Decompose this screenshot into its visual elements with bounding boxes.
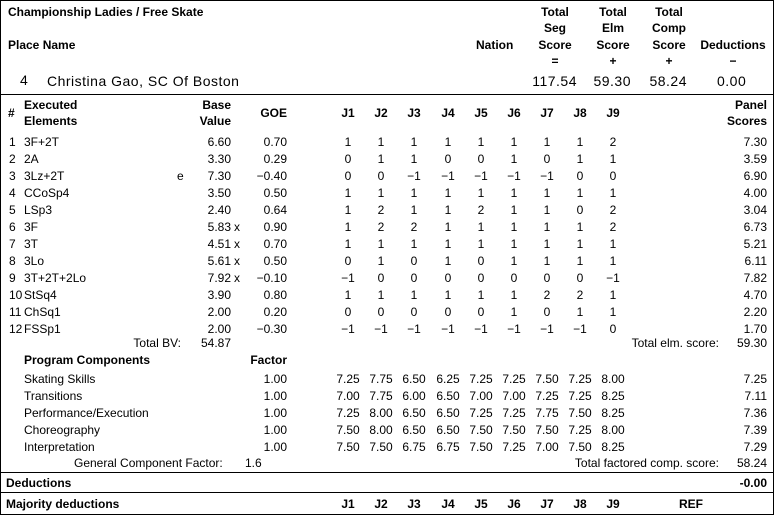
component-j5: 7.25 bbox=[469, 406, 493, 420]
element-base: 7.30 bbox=[207, 169, 231, 183]
element-j1: 1 bbox=[344, 237, 352, 251]
component-j8: 7.25 bbox=[568, 389, 592, 403]
component-j5: 7.25 bbox=[469, 372, 493, 386]
col-comp-4: + bbox=[665, 54, 673, 68]
element-base: 2.00 bbox=[207, 305, 231, 319]
element-j3: 1 bbox=[410, 186, 418, 200]
component-j8: 7.25 bbox=[568, 423, 592, 437]
element-j5: 1 bbox=[477, 288, 485, 302]
component-j4: 6.50 bbox=[436, 423, 460, 437]
comp-score: 58.24 bbox=[649, 73, 687, 89]
element-j9: 0 bbox=[609, 322, 617, 336]
component-name: Performance/Execution bbox=[24, 406, 149, 420]
element-j9: 1 bbox=[609, 152, 617, 166]
element-goe: 0.70 bbox=[263, 135, 287, 149]
element-name: StSq4 bbox=[24, 288, 57, 302]
total-bv: 54.87 bbox=[200, 336, 231, 350]
element-j6: 1 bbox=[510, 254, 518, 268]
total-deductions: 0.00 bbox=[717, 73, 747, 89]
component-j2: 8.00 bbox=[369, 406, 393, 420]
element-panel-score: 6.90 bbox=[743, 169, 767, 183]
element-j5: 0 bbox=[477, 254, 485, 268]
element-j4: 1 bbox=[444, 220, 452, 234]
judge-header-8: J8 bbox=[573, 106, 587, 120]
col-executed: Executed bbox=[24, 98, 78, 112]
element-goe: 0.70 bbox=[263, 237, 287, 251]
element-j6: 1 bbox=[510, 220, 518, 234]
col-elm-3: Score bbox=[596, 38, 630, 52]
element-goe: 0.90 bbox=[263, 220, 287, 234]
element-num: 2 bbox=[9, 152, 16, 166]
col-comp-1: Total bbox=[655, 5, 683, 19]
component-factor: 1.00 bbox=[263, 389, 287, 403]
element-goe: −0.40 bbox=[256, 169, 287, 183]
element-panel-score: 2.20 bbox=[743, 305, 767, 319]
element-j7: 0 bbox=[543, 271, 551, 285]
col-comp-2: Comp bbox=[652, 21, 686, 35]
element-j7: 2 bbox=[543, 288, 551, 302]
col-comp-3: Score bbox=[652, 38, 686, 52]
element-base: 5.83 bbox=[207, 220, 231, 234]
element-j5: 0 bbox=[477, 152, 485, 166]
element-panel-score: 4.00 bbox=[743, 186, 767, 200]
component-j1: 7.00 bbox=[336, 389, 360, 403]
element-j3: −1 bbox=[407, 169, 421, 183]
element-goe: 0.50 bbox=[263, 186, 287, 200]
element-panel-score: 7.30 bbox=[743, 135, 767, 149]
element-j6: 1 bbox=[510, 135, 518, 149]
element-j8: −1 bbox=[573, 322, 587, 336]
component-j9: 8.25 bbox=[601, 406, 625, 420]
element-j1: 1 bbox=[344, 186, 352, 200]
judge-header-4: J4 bbox=[441, 106, 455, 120]
component-j3: 6.00 bbox=[402, 389, 426, 403]
element-j1: −1 bbox=[341, 271, 355, 285]
element-name: 3Lz+2T bbox=[24, 169, 65, 183]
element-j2: −1 bbox=[374, 322, 388, 336]
component-j7: 7.00 bbox=[535, 440, 559, 454]
component-j7: 7.50 bbox=[535, 423, 559, 437]
element-j9: 2 bbox=[609, 135, 617, 149]
component-j4: 6.50 bbox=[436, 389, 460, 403]
element-j3: 1 bbox=[410, 135, 418, 149]
element-name: 3F+2T bbox=[24, 135, 60, 149]
component-j9: 8.25 bbox=[601, 440, 625, 454]
elm-score: 59.30 bbox=[593, 73, 631, 89]
element-goe: 0.29 bbox=[263, 152, 287, 166]
element-j8: 1 bbox=[576, 152, 584, 166]
element-j4: 0 bbox=[444, 271, 452, 285]
element-base: 2.40 bbox=[207, 203, 231, 217]
total-comp-label: Total factored comp. score: bbox=[574, 456, 719, 470]
element-num: 6 bbox=[9, 220, 16, 234]
element-j8: 0 bbox=[576, 203, 584, 217]
element-j7: 1 bbox=[543, 220, 551, 234]
element-num: 5 bbox=[9, 203, 16, 217]
element-panel-score: 4.70 bbox=[743, 288, 767, 302]
element-num: 3 bbox=[9, 169, 16, 183]
majority-judge-4: J4 bbox=[441, 497, 455, 511]
element-j8: 1 bbox=[576, 186, 584, 200]
col-base: Base bbox=[202, 98, 231, 112]
element-panel-score: 7.82 bbox=[743, 271, 767, 285]
element-bonus-x: x bbox=[234, 271, 240, 285]
component-j6: 7.50 bbox=[502, 423, 526, 437]
component-j1: 7.25 bbox=[336, 372, 360, 386]
component-j9: 8.00 bbox=[601, 372, 625, 386]
element-j9: −1 bbox=[606, 271, 620, 285]
element-j2: 0 bbox=[377, 271, 385, 285]
component-j5: 7.50 bbox=[469, 423, 493, 437]
component-j6: 7.00 bbox=[502, 389, 526, 403]
divider-3 bbox=[1, 492, 773, 493]
element-num: 10 bbox=[9, 288, 23, 302]
element-j3: 1 bbox=[410, 203, 418, 217]
component-factor: 1.00 bbox=[263, 372, 287, 386]
element-j9: 1 bbox=[609, 186, 617, 200]
component-j7: 7.50 bbox=[535, 372, 559, 386]
element-goe: 0.50 bbox=[263, 254, 287, 268]
element-j3: 0 bbox=[410, 305, 418, 319]
element-j9: 1 bbox=[609, 254, 617, 268]
element-j4: 1 bbox=[444, 186, 452, 200]
component-score: 7.39 bbox=[743, 423, 767, 437]
element-j8: 1 bbox=[576, 135, 584, 149]
majority-judge-8: J8 bbox=[573, 497, 587, 511]
col-elements: Elements bbox=[24, 114, 78, 128]
col-ded-2: − bbox=[729, 54, 737, 68]
element-name: LSp3 bbox=[24, 203, 53, 217]
component-factor: 1.00 bbox=[263, 440, 287, 454]
element-base: 3.90 bbox=[207, 288, 231, 302]
element-num: 7 bbox=[9, 237, 16, 251]
element-name: 3F bbox=[24, 220, 39, 234]
element-j7: 1 bbox=[543, 254, 551, 268]
element-j7: −1 bbox=[540, 169, 554, 183]
element-num: 11 bbox=[9, 305, 22, 319]
element-j7: 0 bbox=[543, 305, 551, 319]
element-j2: 1 bbox=[377, 254, 385, 268]
col-scores: Scores bbox=[726, 114, 767, 128]
judge-header-6: J6 bbox=[507, 106, 521, 120]
element-j1: −1 bbox=[341, 322, 355, 336]
element-j4: 1 bbox=[444, 254, 452, 268]
deductions-label: Deductions bbox=[6, 476, 72, 490]
element-num: 8 bbox=[9, 254, 16, 268]
element-panel-score: 3.59 bbox=[743, 152, 767, 166]
element-num: 9 bbox=[9, 271, 16, 285]
element-j4: −1 bbox=[441, 322, 455, 336]
component-j2: 7.75 bbox=[369, 389, 393, 403]
element-j2: 2 bbox=[377, 220, 385, 234]
element-j4: −1 bbox=[441, 169, 455, 183]
majority-judge-2: J2 bbox=[374, 497, 388, 511]
element-j6: 1 bbox=[510, 237, 518, 251]
element-name: CCoSp4 bbox=[24, 186, 70, 200]
total-elm: 59.30 bbox=[736, 336, 767, 350]
element-j8: 0 bbox=[576, 271, 584, 285]
element-j2: 1 bbox=[377, 237, 385, 251]
element-panel-score: 3.04 bbox=[743, 203, 767, 217]
judge-header-3: J3 bbox=[407, 106, 421, 120]
component-j7: 7.25 bbox=[535, 389, 559, 403]
col-seg-1: Total bbox=[541, 5, 569, 19]
element-j2: 2 bbox=[377, 203, 385, 217]
component-j2: 8.00 bbox=[369, 423, 393, 437]
col-num: # bbox=[8, 106, 15, 120]
element-j6: 1 bbox=[510, 305, 518, 319]
element-j6: 1 bbox=[510, 203, 518, 217]
element-info: e bbox=[177, 169, 184, 183]
element-name: 2A bbox=[24, 152, 39, 166]
component-name: Skating Skills bbox=[24, 372, 96, 386]
element-j4: 0 bbox=[444, 152, 452, 166]
element-j8: 1 bbox=[576, 220, 584, 234]
element-j1: 0 bbox=[344, 305, 352, 319]
element-j4: 1 bbox=[444, 203, 452, 217]
element-j5: 1 bbox=[477, 237, 485, 251]
element-name: FSSp1 bbox=[24, 322, 61, 336]
judge-header-2: J2 bbox=[374, 106, 388, 120]
majority-judge-3: J3 bbox=[407, 497, 421, 511]
majority-judge-1: J1 bbox=[341, 497, 355, 511]
element-name: 3T+2T+2Lo bbox=[24, 271, 87, 285]
component-j8: 7.25 bbox=[568, 372, 592, 386]
col-goe: GOE bbox=[260, 106, 287, 120]
element-base: 7.92 bbox=[207, 271, 231, 285]
col-nation: Nation bbox=[476, 38, 514, 52]
component-j6: 7.25 bbox=[502, 406, 526, 420]
component-j2: 7.50 bbox=[369, 440, 393, 454]
gcf-value: 1.6 bbox=[245, 456, 262, 470]
element-j3: 1 bbox=[410, 237, 418, 251]
element-num: 1 bbox=[9, 135, 16, 149]
col-elm-4: + bbox=[609, 54, 617, 68]
component-j6: 7.25 bbox=[502, 372, 526, 386]
element-j2: 1 bbox=[377, 135, 385, 149]
divider-2 bbox=[1, 472, 773, 473]
element-j7: 1 bbox=[543, 203, 551, 217]
element-base: 2.00 bbox=[207, 322, 231, 336]
element-j3: 0 bbox=[410, 254, 418, 268]
col-seg-3: Score bbox=[538, 38, 572, 52]
component-factor: 1.00 bbox=[263, 423, 287, 437]
element-j5: 1 bbox=[477, 186, 485, 200]
col-ded-1: Deductions bbox=[700, 38, 766, 52]
element-j2: 1 bbox=[377, 186, 385, 200]
element-j3: 1 bbox=[410, 152, 418, 166]
element-j1: 1 bbox=[344, 220, 352, 234]
col-panel: Panel bbox=[734, 98, 767, 112]
element-panel-score: 6.11 bbox=[744, 254, 767, 268]
component-j1: 7.50 bbox=[336, 440, 360, 454]
gcf-label: General Component Factor: bbox=[74, 456, 223, 470]
element-j1: 1 bbox=[344, 203, 352, 217]
element-j6: 1 bbox=[510, 186, 518, 200]
element-goe: 0.80 bbox=[263, 288, 287, 302]
component-j3: 6.50 bbox=[402, 372, 426, 386]
element-j6: −1 bbox=[507, 322, 521, 336]
component-j1: 7.25 bbox=[336, 406, 360, 420]
element-j2: 0 bbox=[377, 305, 385, 319]
seg-score: 117.54 bbox=[532, 73, 577, 89]
element-j1: 0 bbox=[344, 254, 352, 268]
element-panel-score: 6.73 bbox=[743, 220, 767, 234]
element-j7: −1 bbox=[540, 322, 554, 336]
element-j3: 0 bbox=[410, 271, 418, 285]
element-j5: 0 bbox=[477, 271, 485, 285]
component-j7: 7.75 bbox=[535, 406, 559, 420]
skater-place: 4 bbox=[20, 72, 29, 88]
component-j8: 7.50 bbox=[568, 406, 592, 420]
majority-judge-6: J6 bbox=[507, 497, 521, 511]
element-base: 3.30 bbox=[207, 152, 231, 166]
element-j8: 1 bbox=[576, 237, 584, 251]
element-goe: 0.64 bbox=[263, 203, 287, 217]
element-goe: −0.10 bbox=[256, 271, 287, 285]
element-j8: 1 bbox=[576, 254, 584, 268]
col-elm-1: Total bbox=[599, 5, 627, 19]
component-j3: 6.50 bbox=[402, 406, 426, 420]
component-score: 7.36 bbox=[743, 406, 767, 420]
component-j5: 7.50 bbox=[469, 440, 493, 454]
element-name: 3Lo bbox=[24, 254, 45, 268]
element-j8: 0 bbox=[576, 169, 584, 183]
element-j6: 1 bbox=[510, 288, 518, 302]
majority-judge-5: J5 bbox=[474, 497, 488, 511]
element-j4: 1 bbox=[444, 237, 452, 251]
deductions-value: -0.00 bbox=[739, 476, 767, 490]
element-j5: −1 bbox=[474, 322, 488, 336]
element-j7: 1 bbox=[543, 135, 551, 149]
col-value: Value bbox=[199, 114, 231, 128]
component-j2: 7.75 bbox=[369, 372, 393, 386]
element-panel-score: 1.70 bbox=[743, 322, 767, 336]
element-base: 3.50 bbox=[207, 186, 231, 200]
element-base: 5.61 bbox=[207, 254, 231, 268]
element-base: 4.51 bbox=[207, 237, 231, 251]
element-j9: 1 bbox=[609, 305, 617, 319]
element-num: 12 bbox=[9, 322, 23, 336]
element-j9: 0 bbox=[609, 169, 617, 183]
element-j5: 2 bbox=[477, 203, 485, 217]
judge-header-9: J9 bbox=[606, 106, 620, 120]
element-j9: 1 bbox=[609, 288, 617, 302]
component-j1: 7.50 bbox=[336, 423, 360, 437]
component-j6: 7.25 bbox=[502, 440, 526, 454]
judge-header-7: J7 bbox=[540, 106, 554, 120]
element-goe: 0.20 bbox=[263, 305, 287, 319]
component-name: Interpretation bbox=[24, 440, 95, 454]
components-title: Program Components bbox=[24, 353, 151, 367]
element-j7: 0 bbox=[543, 152, 551, 166]
component-score: 7.29 bbox=[743, 440, 767, 454]
element-j9: 2 bbox=[609, 203, 617, 217]
element-j2: 0 bbox=[377, 169, 385, 183]
component-name: Choreography bbox=[24, 423, 101, 437]
element-j3: 2 bbox=[410, 220, 418, 234]
element-j2: 1 bbox=[377, 152, 385, 166]
element-j7: 1 bbox=[543, 186, 551, 200]
col-elm-2: Elm bbox=[601, 21, 624, 35]
element-j7: 1 bbox=[543, 237, 551, 251]
element-bonus-x: x bbox=[234, 254, 240, 268]
judge-header-5: J5 bbox=[474, 106, 488, 120]
element-j5: 1 bbox=[477, 135, 485, 149]
majority-ref: REF bbox=[679, 497, 703, 511]
judge-header-1: J1 bbox=[341, 106, 355, 120]
component-j3: 6.50 bbox=[402, 423, 426, 437]
component-score: 7.25 bbox=[743, 372, 767, 386]
element-name: 3T bbox=[24, 237, 39, 251]
component-score: 7.11 bbox=[744, 389, 767, 403]
component-j4: 6.75 bbox=[436, 440, 460, 454]
element-j6: 0 bbox=[510, 271, 518, 285]
element-j1: 0 bbox=[344, 169, 352, 183]
majority-label: Majority deductions bbox=[6, 497, 120, 511]
component-j4: 6.25 bbox=[436, 372, 460, 386]
element-j4: 0 bbox=[444, 305, 452, 319]
element-name: ChSq1 bbox=[24, 305, 61, 319]
divider-1 bbox=[1, 94, 773, 95]
component-j9: 8.25 bbox=[601, 389, 625, 403]
total-bv-label: Total BV: bbox=[133, 336, 181, 350]
element-base: 6.60 bbox=[207, 135, 231, 149]
col-factor: Factor bbox=[250, 353, 287, 367]
element-bonus-x: x bbox=[234, 237, 240, 251]
element-j8: 1 bbox=[576, 305, 584, 319]
element-j1: 1 bbox=[344, 135, 352, 149]
element-j5: 1 bbox=[477, 220, 485, 234]
element-j6: −1 bbox=[507, 169, 521, 183]
element-j5: −1 bbox=[474, 169, 488, 183]
component-j8: 7.50 bbox=[568, 440, 592, 454]
element-bonus-x: x bbox=[234, 220, 240, 234]
total-elm-label: Total elm. score: bbox=[631, 336, 719, 350]
element-j5: 0 bbox=[477, 305, 485, 319]
element-j3: 1 bbox=[410, 288, 418, 302]
col-seg-2: Seg bbox=[543, 21, 566, 35]
majority-judge-7: J7 bbox=[540, 497, 554, 511]
element-j4: 1 bbox=[444, 288, 452, 302]
component-j3: 6.75 bbox=[402, 440, 426, 454]
element-num: 4 bbox=[9, 186, 16, 200]
component-j4: 6.50 bbox=[436, 406, 460, 420]
element-goe: −0.30 bbox=[256, 322, 287, 336]
element-j3: −1 bbox=[407, 322, 421, 336]
element-j4: 1 bbox=[444, 135, 452, 149]
element-panel-score: 5.21 bbox=[743, 237, 767, 251]
element-j9: 1 bbox=[609, 237, 617, 251]
element-j8: 2 bbox=[576, 288, 584, 302]
component-factor: 1.00 bbox=[263, 406, 287, 420]
col-seg-4: = bbox=[551, 54, 559, 68]
majority-judge-9: J9 bbox=[606, 497, 620, 511]
element-j2: 1 bbox=[377, 288, 385, 302]
skater-name: Christina Gao, SC Of Boston bbox=[47, 73, 240, 89]
element-j9: 2 bbox=[609, 220, 617, 234]
event-title: Championship Ladies / Free Skate bbox=[8, 5, 204, 19]
element-j6: 1 bbox=[510, 152, 518, 166]
element-j1: 0 bbox=[344, 152, 352, 166]
component-j5: 7.00 bbox=[469, 389, 493, 403]
component-name: Transitions bbox=[24, 389, 83, 403]
col-place-name: Place Name bbox=[8, 38, 76, 52]
component-j9: 8.00 bbox=[601, 423, 625, 437]
total-comp: 58.24 bbox=[736, 456, 767, 470]
element-j1: 1 bbox=[344, 288, 352, 302]
